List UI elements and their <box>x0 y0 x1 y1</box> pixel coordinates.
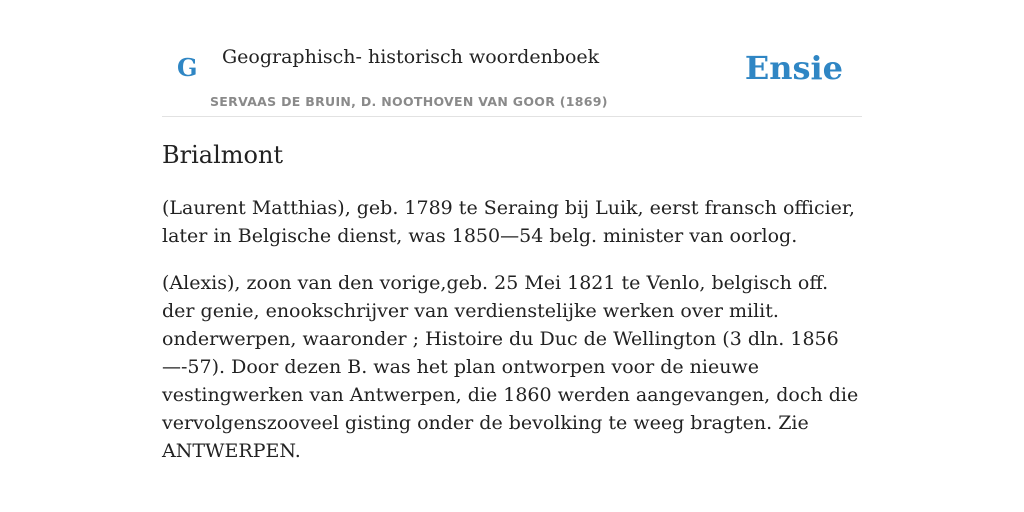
ensie-logo[interactable]: Ensie <box>744 49 843 87</box>
dictionary-header <box>162 0 862 117</box>
entry-title: Brialmont <box>162 141 284 169</box>
entry-body <box>162 194 862 465</box>
entry-paragraph: (Laurent Matthias), geb. 1789 te Seraing bij Luik, eerst fransch officier, later in Belgische dienst, was 1850—54 belg. minister van oorlog. <box>162 196 855 247</box>
dictionary-logo-icon[interactable]: G <box>177 53 198 82</box>
entry-paragraph: (Alexis), zoon van den vorige,geb. 25 Mei 1821 te Venlo, belgisch off. der genie, enookschrijver van verdienstelijke werken over milit. onderwerpen, waaronder ; Histoire du Duc de Wellington (3 dln. 1856—-57). Door dezen B. was het plan ontworpen voor de nieuwe vestingwerken van Antwerpen, die 1860 werden aangevangen, doch die vervolgenszooveel gisting onder de bevolking te weeg bragten. Zie ANTWERPEN. <box>162 271 859 462</box>
dictionary-authors: SERVAAS DE BRUIN, D. NOOTHOVEN VAN GOOR (1869) <box>210 94 608 109</box>
page-container <box>162 0 862 465</box>
dictionary-title[interactable]: Geographisch- historisch woordenboek <box>222 46 600 68</box>
